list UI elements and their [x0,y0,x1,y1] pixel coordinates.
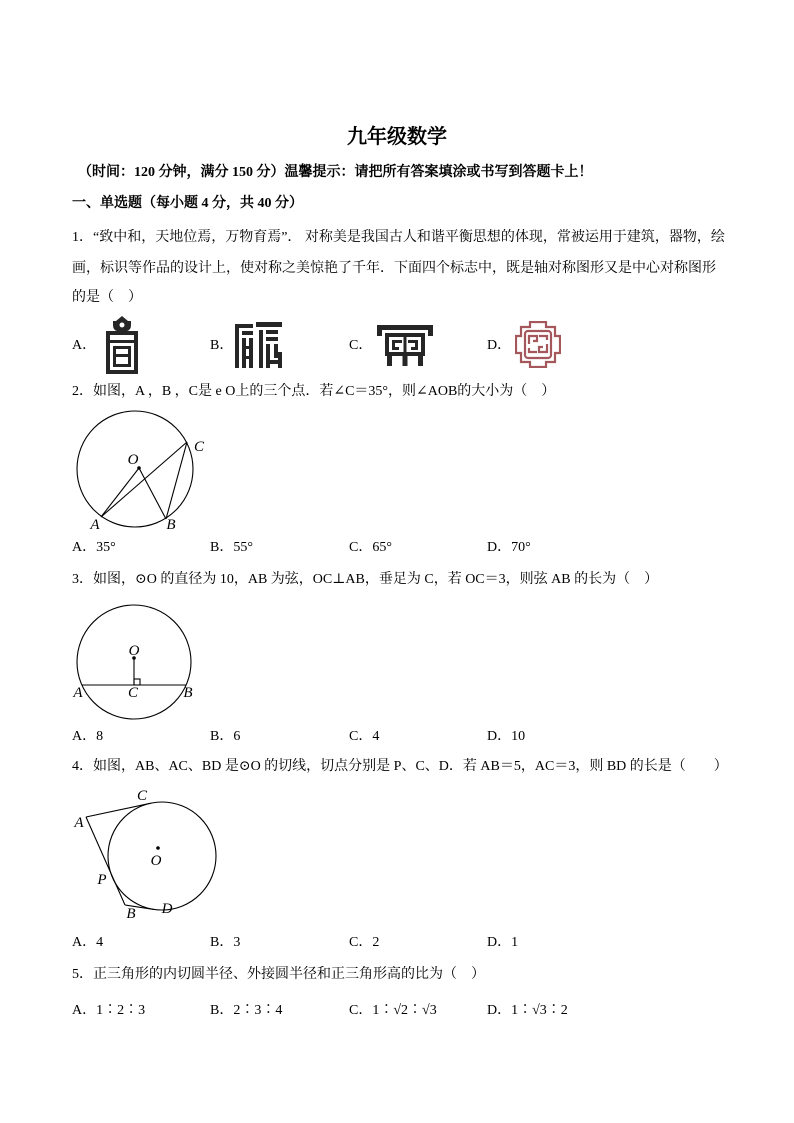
label-o: O [128,643,140,659]
segment-ac [101,442,187,517]
circle-o [108,802,216,910]
option-c [349,539,392,557]
question-5-stem: 5．正三角形的内切圆半径、外接圆半径和正三角形高的比为（ ） [72,967,485,982]
question-1-stem-line: 1．“致中和，天地位焉，万物育焉”． 对称美是我国古人和谐平衡思想的体现，常被运用于建筑，器物，绘 [72,230,725,245]
option-d [487,934,518,952]
label-b: B [166,517,176,533]
option-value: 4 [372,729,380,744]
option-label-b: B． [210,338,234,353]
circle-o [77,411,193,527]
label-c: C [136,788,148,804]
option-label: B． [210,935,234,950]
option-a [72,728,103,746]
option-label-c: C． [349,338,373,353]
label-b: B [126,906,136,922]
option-value: 4 [96,935,104,950]
option-value: 6 [233,729,241,744]
question-4-stem: 4．如图，AB、AC、BD 是⊙O 的切线，切点分别是 P、C、D．若 AB＝5，AC＝3，则 BD 的长是（ ） [72,759,728,774]
option-d [487,1002,568,1020]
cloud-knot-seal-icon [515,321,561,368]
option-label: B． [210,729,234,744]
option-b [210,539,253,557]
option-label: D． [487,729,512,744]
option-label: C． [349,729,373,744]
option-d [487,728,525,746]
option-label: A． [72,935,97,950]
option-label-a: A． [72,338,97,353]
option-c [349,728,379,746]
label-c: C [193,439,205,455]
option-value: 55° [233,540,253,555]
exam-notice: （时间：120 分钟，满分 150 分）温馨提示：请把所有答案填涂或书写到答题卡上！ [78,165,593,180]
option-value: 1∶2∶3 [96,1003,146,1018]
option-c [349,934,379,952]
question-1-stem-line: 的是（ ） [72,290,142,305]
option-c [349,1002,437,1020]
label-o: O [150,853,162,869]
option-value: 1 [511,935,519,950]
question-4-tangent-figure [68,785,228,925]
option-a [72,539,116,557]
option-value: 1∶√3∶2 [511,1003,568,1018]
option-label: B． [210,540,234,555]
segment-ob [139,468,166,519]
option-value: 65° [372,540,392,555]
option-label: D． [487,1003,512,1018]
option-value: 3 [233,935,241,950]
option-b [210,934,240,952]
label-c: C [127,685,139,701]
option-d [487,539,531,557]
option-label: A． [72,1003,97,1018]
question-3-circle-figure [60,600,210,725]
archway-seal-icon [103,316,141,374]
option-a [72,934,103,952]
option-value: 35° [96,540,116,555]
option-label: D． [487,540,512,555]
option-label: B． [210,1003,234,1018]
option-value: 1∶√2∶√3 [372,1003,437,1018]
segment-oa [101,468,139,517]
option-label: C． [349,540,373,555]
center-point [156,846,160,850]
tangent-ac [86,803,151,817]
label-o: O [127,452,139,468]
question-2-stem: 2．如图，A ，B ，C是 e O上的三个点．若∠C＝35°，则∠AOB的大小为（ ） [72,384,556,399]
question-1-stem-line: 画，标识等作品的设计上，使对称之美惊艳了千年．下面四个标志中，既是轴对称图形又是中心对称图形 [72,261,716,276]
tangent-ab [86,817,125,905]
label-a: A [74,815,84,831]
option-b [210,1002,282,1020]
option-b [210,728,240,746]
label-p: P [97,872,107,888]
ding-tripod-icon [377,325,433,366]
question-2-circle-figure [60,400,220,535]
option-value: 10 [511,729,526,744]
section-heading: 一、单选题（每小题 4 分，共 40 分） [72,196,303,211]
option-value: 2 [372,935,380,950]
option-label: A． [72,729,97,744]
option-label: A． [72,540,97,555]
option-value: 8 [96,729,104,744]
page-title: 九年级数学 [347,126,447,148]
question-3-stem: 3．如图，⊙O 的直径为 10，AB 为弦，OC⊥AB，垂足为 C，若 OC＝3，则弦 AB 的长为（ ） [72,572,659,587]
option-label: C． [349,935,373,950]
segment-bc [166,442,187,519]
option-label: C． [349,1003,373,1018]
pattern-glyph-icon [235,322,282,368]
option-value: 2∶3∶4 [233,1003,283,1018]
label-d: D [161,901,173,917]
label-a: A [90,517,100,533]
option-label-d: D． [487,338,512,353]
label-a: A [73,685,83,701]
option-value: 70° [511,540,531,555]
label-b: B [183,685,193,701]
option-label: D． [487,935,512,950]
option-a [72,1002,145,1020]
